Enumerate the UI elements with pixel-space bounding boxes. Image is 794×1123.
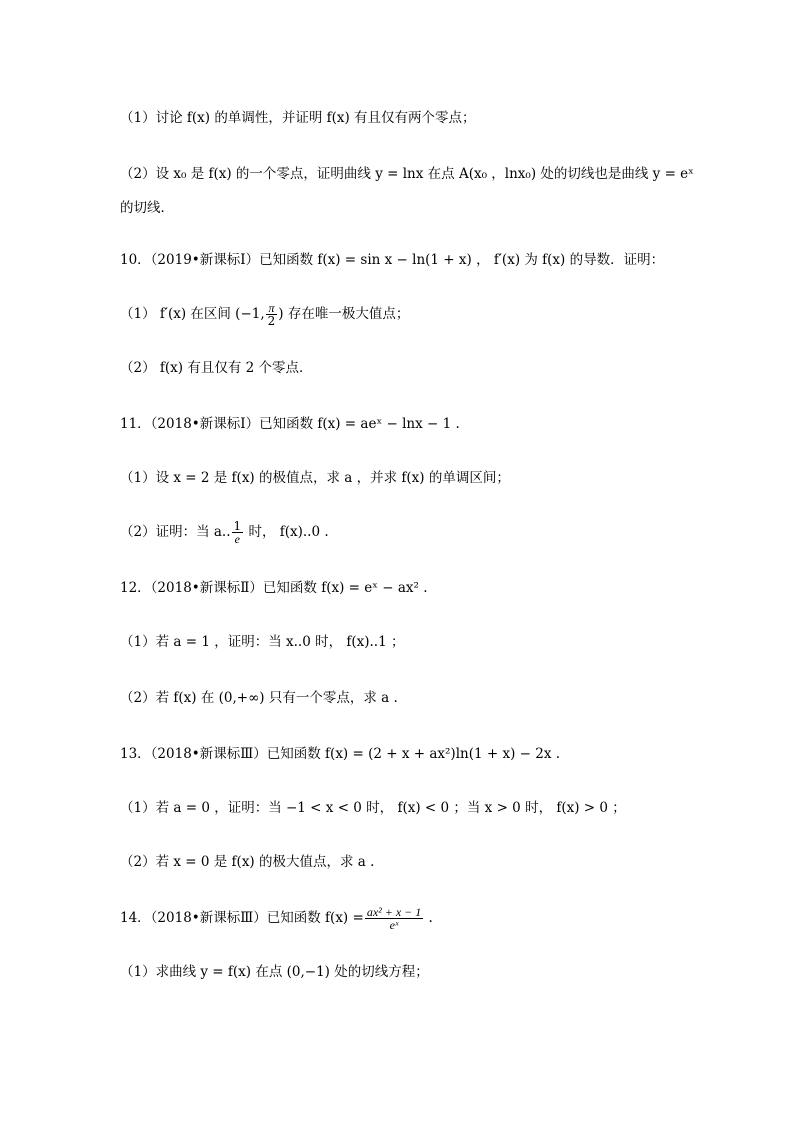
fraction-pi-over-2 <box>266 302 278 327</box>
fraction-numerator: 1 <box>233 519 242 533</box>
q9-part2: （2）设 x₀ 是 f(x) 的一个零点，证明曲线 y = lnx 在点 A(x₀ ，lnx₀) 处的切线也是曲线 y = eˣ <box>120 166 694 182</box>
q13-stem: 13．（2018•新课标Ⅲ）已知函数 f(x) = (2 + x + ax²)ln(1 + x) − 2x . <box>120 746 561 762</box>
q11-part2-pre: （2）证明：当 a.. <box>120 524 231 540</box>
q12-part2: （2）若 f(x) 在 (0,+∞) 只有一个零点，求 a . <box>120 690 398 706</box>
q14-part1: （1）求曲线 y = f(x) 在点 (0,−1) 处的切线方程； <box>120 964 429 980</box>
q11-part2 <box>120 520 329 545</box>
q9-part2-cont: 的切线． <box>120 200 174 216</box>
fraction-q14 <box>365 906 423 931</box>
q11-part2-post: 时， f(x)..0 . <box>244 524 329 540</box>
fraction-denominator: eˣ <box>389 918 399 932</box>
q14-stem-pre: 14．（2018•新课标Ⅲ）已知函数 f(x) = <box>120 910 364 926</box>
fraction-1-over-e <box>232 520 244 545</box>
q11-stem: 11．（2018•新课标Ⅰ）已知函数 f(x) = aeˣ − lnx − 1 . <box>120 416 460 432</box>
q10-part2: （2） f(x) 有且仅有 2 个零点． <box>120 360 313 376</box>
fraction-numerator: ax² + x − 1 <box>366 905 422 919</box>
q10-part1 <box>120 302 409 327</box>
fraction-numerator: π <box>266 302 278 315</box>
q14-stem-post: . <box>424 910 433 926</box>
q9-part1: （1）讨论 f(x) 的单调性，并证明 f(x) 有且仅有两个零点； <box>120 110 476 126</box>
q14-stem <box>120 906 433 931</box>
q12-stem: 12．（2018•新课标Ⅱ）已知函数 f(x) = eˣ − ax² . <box>120 580 428 596</box>
q11-part1: （1）设 x = 2 是 f(x) 的极值点，求 a ，并求 f(x) 的单调区间； <box>120 470 510 486</box>
q13-part1: （1）若 a = 0 ，证明：当 −1 < x < 0 时， f(x) < 0 ；当 x > 0 时， f(x) > 0 ； <box>120 800 626 816</box>
q13-part2: （2）若 x = 0 是 f(x) 的极大值点，求 a . <box>120 854 375 870</box>
q12-part1: （1）若 a = 1 ，证明：当 x..0 时， f(x)..1 ； <box>120 634 405 650</box>
fraction-denominator: e <box>234 532 240 546</box>
q10-stem: 10．（2019•新课标Ⅰ）已知函数 f(x) = sin x − ln(1 + x) ， f′(x) 为 f(x) 的导数．证明： <box>120 252 665 268</box>
fraction-denominator: 2 <box>267 314 276 328</box>
q10-part1-post: ) 存在唯一极大值点； <box>278 306 410 322</box>
q10-part1-pre: （1） f′(x) 在区间 (−1, <box>120 306 265 322</box>
